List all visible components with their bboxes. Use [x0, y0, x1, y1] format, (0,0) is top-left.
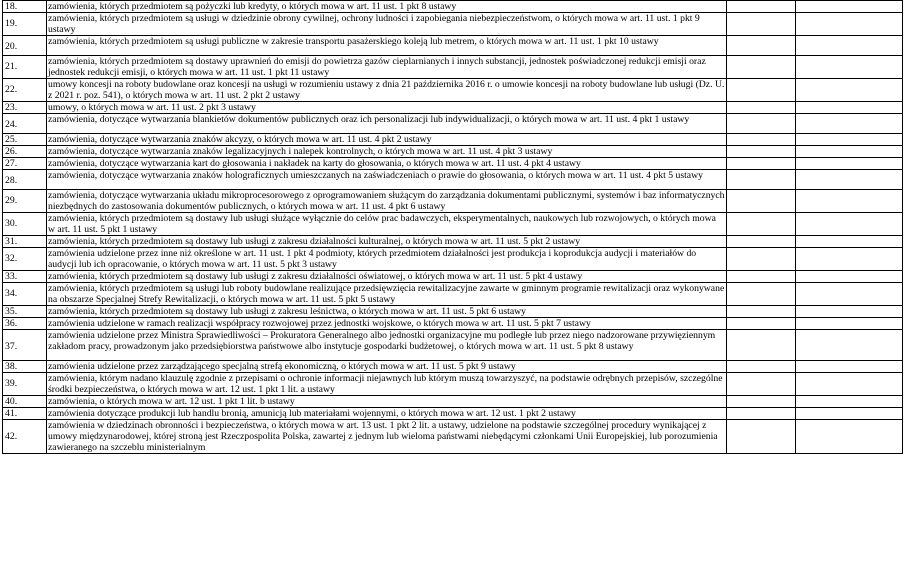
- row-number-cell: [3, 420, 47, 454]
- value-cell-2: [796, 13, 903, 36]
- table-row: [3, 114, 903, 134]
- row-number: 41.: [5, 408, 18, 419]
- value-cell-2: [796, 408, 903, 420]
- table-row: [3, 170, 903, 190]
- row-number-cell: [3, 114, 47, 134]
- table-row: [3, 420, 903, 454]
- row-description: zamówienia udzielone przez inne niż określone w art. 11 ust. 1 pkt 4 podmioty, których przedmiotem działalności jest produkcja i koprodukcja audycji i materiałów do audycji lub ich opracowanie, o których mowa w art. 11 ust. 5 pkt 3 ustawy: [47, 248, 727, 271]
- value-cell-2: [796, 158, 903, 170]
- table-row: [3, 79, 903, 102]
- value-cell-1: [727, 102, 796, 114]
- value-cell-2: [796, 271, 903, 283]
- table-row: [3, 373, 903, 396]
- value-cell-1: [727, 420, 796, 454]
- value-cell-1: [727, 36, 796, 56]
- value-cell-1: [727, 13, 796, 36]
- table-row: [3, 306, 903, 318]
- value-cell-1: [727, 56, 796, 79]
- table-row: [3, 283, 903, 306]
- table-row: [3, 248, 903, 271]
- value-cell-1: [727, 361, 796, 373]
- value-cell-1: [727, 236, 796, 248]
- value-cell-2: [796, 318, 903, 330]
- row-number-cell: [3, 396, 47, 408]
- row-description: zamówienia, których przedmiotem są dostawy lub usługi z zakresu działalności kulturalnej, o których mowa w art. 11 ust. 5 pkt 2 ustawy: [47, 236, 727, 248]
- row-number-cell: [3, 79, 47, 102]
- row-number: 21.: [5, 61, 18, 72]
- value-cell-2: [796, 36, 903, 56]
- row-number: 39.: [5, 378, 18, 389]
- table-row: [3, 396, 903, 408]
- row-number-cell: [3, 1, 47, 13]
- row-description: zamówienia, dotyczące wytwarzania blankietów dokumentów publicznych oraz ich personalizacji lub indywidualizacji, o których mowa w art. 11 ust. 4 pkt 1 ustawy: [47, 114, 727, 134]
- row-number-cell: [3, 13, 47, 36]
- value-cell-1: [727, 318, 796, 330]
- table-row: [3, 330, 903, 361]
- table-row: [3, 361, 903, 373]
- row-description: zamówienia udzielone przez Ministra Sprawiedliwości – Prokuratora Generalnego albo jednostki organizacyjne mu podległe lub przez niego nadzorowane przywięziennym zakładom pracy, prowadzonym jako przedsiębiorstwa państwowe albo instytucje gospodarki budżetowej, o których mowa w art. 11 ust. 5 pkt 8 ustawy: [47, 330, 727, 361]
- value-cell-2: [796, 79, 903, 102]
- value-cell-2: [796, 248, 903, 271]
- row-description: zamówienia, o których mowa w art. 12 ust. 1 pkt 1 lit. b ustawy: [47, 396, 727, 408]
- value-cell-1: [727, 79, 796, 102]
- row-description: zamówienia, których przedmiotem są dostawy uprawnień do emisji do powietrza gazów cieplarnianych i innych substancji, jednostek poświadczonej redukcji emisji oraz jednostek redukcji emisji, o których mowa w art. 11 ust. 1 pkt 11 ustawy: [47, 56, 727, 79]
- row-description: zamówienia, których przedmiotem są dostawy lub usługi z zakresu leśnictwa, o których mowa w art. 11 ust. 5 pkt 6 ustawy: [47, 306, 727, 318]
- table-row: [3, 213, 903, 236]
- value-cell-2: [796, 1, 903, 13]
- row-description: zamówienia dotyczące produkcji lub handlu bronią, amunicją lub materiałami wojennymi, o których mowa w art. 12 ust. 1 pkt 2 ustawy: [47, 408, 727, 420]
- row-number-cell: [3, 248, 47, 271]
- row-number: 37.: [5, 341, 18, 352]
- value-cell-1: [727, 248, 796, 271]
- value-cell-1: [727, 306, 796, 318]
- value-cell-1: [727, 190, 796, 213]
- row-description: zamówienia, dotyczące wytwarzania znaków akcyzy, o których mowa w art. 11 ust. 4 pkt 2 ustawy: [47, 134, 727, 146]
- table-row: [3, 134, 903, 146]
- row-description: zamówienia, dotyczące wytwarzania kart do głosowania i nakładek na karty do głosowania, o których mowa w art. 11 ust. 4 pkt 4 ustawy: [47, 158, 727, 170]
- table-row: [3, 36, 903, 56]
- value-cell-2: [796, 190, 903, 213]
- row-number-cell: [3, 236, 47, 248]
- row-number-cell: [3, 56, 47, 79]
- value-cell-1: [727, 170, 796, 190]
- row-description: zamówienia, dotyczące wytwarzania znaków legalizacyjnych i nalepek kontrolnych, o których mowa w art. 11 ust. 4 pkt 3 ustawy: [47, 146, 727, 158]
- value-cell-1: [727, 146, 796, 158]
- row-description: zamówienia, których przedmiotem są pożyczki lub kredyty, o których mowa w art. 11 ust. 1 pkt 8 ustawy: [47, 1, 727, 13]
- value-cell-1: [727, 396, 796, 408]
- table-body: [3, 1, 903, 454]
- value-cell-1: [727, 158, 796, 170]
- row-number-cell: [3, 283, 47, 306]
- row-number: 27.: [5, 158, 18, 169]
- row-number: 42.: [5, 431, 18, 442]
- table-row: [3, 146, 903, 158]
- value-cell-1: [727, 134, 796, 146]
- row-number: 23.: [5, 102, 18, 113]
- row-number: 19.: [5, 18, 18, 29]
- row-number-cell: [3, 36, 47, 56]
- value-cell-2: [796, 306, 903, 318]
- row-number: 40.: [5, 396, 18, 407]
- table-row: [3, 158, 903, 170]
- row-description: zamówienia, dotyczące wytwarzania układu mikroprocesorowego z oprogramowaniem służącym do zarządzania dokumentami publicznymi, systemów i baz informatycznych niezbędnych do zastosowania dokumentów publicznych, o których mowa w art. 11 ust. 4 pkt 6 ustawy: [48, 190, 725, 212]
- value-cell-2: [796, 361, 903, 373]
- value-cell-2: [796, 373, 903, 396]
- value-cell-1: [727, 408, 796, 420]
- row-number: 36.: [5, 318, 18, 329]
- row-description: zamówienia w dziedzinach obronności i bezpieczeństwa, o których mowa w art. 13 ust. 1 pkt 2 lit. a ustawy, udzielone na podstawie szczególnej procedury wynikającej z umowy międzynarodowej, której stroną jest Rzeczpospolita Polska, zawartej z jednym lub wieloma państwami niebędącymi członkami Unii Europejskiej, lub porozumienia zawieranego na szczeblu ministerialnym: [47, 420, 727, 454]
- value-cell-2: [796, 102, 903, 114]
- value-cell-2: [796, 283, 903, 306]
- row-number: 33.: [5, 271, 18, 282]
- exemptions-table: [2, 0, 903, 454]
- table-row: [3, 102, 903, 114]
- value-cell-2: [796, 56, 903, 79]
- row-number: 28.: [5, 175, 18, 186]
- row-description: zamówienia, których przedmiotem są dostawy lub usługi z zakresu działalności oświatowej, o których mowa w art. 11 ust. 5 pkt 4 ustawy: [47, 271, 727, 283]
- row-number-cell: [3, 373, 47, 396]
- row-number: 30.: [5, 218, 18, 229]
- row-number: 25.: [5, 134, 18, 145]
- row-number: 32.: [5, 253, 18, 264]
- row-description: zamówienia, których przedmiotem są usługi lub roboty budowlane realizujące przedsięwzięcia rewitalizacyjne zawarte w gminnym programie rewitalizacji oraz wykonywane na obszarze Specjalnej Strefy Rewitalizacji, o których mowa w art. 11 ust. 5 pkt 5 ustawy: [47, 283, 727, 306]
- table-row: [3, 56, 903, 79]
- row-number-cell: [3, 158, 47, 170]
- value-cell-1: [727, 330, 796, 361]
- row-number-cell: [3, 361, 47, 373]
- value-cell-2: [796, 236, 903, 248]
- value-cell-1: [727, 1, 796, 13]
- value-cell-2: [796, 396, 903, 408]
- table-row: [3, 271, 903, 283]
- row-number-cell: [3, 271, 47, 283]
- row-number: 18.: [5, 1, 18, 12]
- value-cell-2: [796, 114, 903, 134]
- row-description: zamówienia udzielone przez zarządzającego specjalną strefą ekonomiczną, o których mowa w art. 11 ust. 5 pkt 9 ustawy: [47, 361, 727, 373]
- row-description: umowy, o których mowa w art. 11 ust. 2 pkt 3 ustawy: [47, 102, 727, 114]
- table-row: [3, 190, 903, 213]
- row-number: 38.: [5, 361, 18, 372]
- row-number: 24.: [5, 119, 18, 130]
- value-cell-2: [796, 170, 903, 190]
- table-row: [3, 236, 903, 248]
- value-cell-2: [796, 330, 903, 361]
- value-cell-1: [727, 283, 796, 306]
- value-cell-1: [727, 213, 796, 236]
- row-number-cell: [3, 102, 47, 114]
- row-number-cell: [3, 146, 47, 158]
- row-number-cell: [3, 190, 47, 213]
- value-cell-2: [796, 213, 903, 236]
- row-description: zamówienia, których przedmiotem są usługi w dziedzinie obrony cywilnej, ochrony ludności i zapobiegania niebezpieczeństwom, o których mowa w art. 11 ust. 1 pkt 9 ustawy: [47, 13, 727, 36]
- row-number-cell: [3, 213, 47, 236]
- value-cell-2: [796, 420, 903, 454]
- row-number-cell: [3, 318, 47, 330]
- row-number: 26.: [5, 146, 18, 157]
- row-number-cell: [3, 170, 47, 190]
- row-number-cell: [3, 330, 47, 361]
- row-number: 22.: [5, 84, 18, 95]
- row-description: zamówienia, których przedmiotem są usługi publiczne w zakresie transportu pasażerskiego koleją lub metrem, o których mowa w art. 11 ust. 1 pkt 10 ustawy: [47, 36, 727, 56]
- value-cell-1: [727, 373, 796, 396]
- row-number: 34.: [5, 288, 18, 299]
- row-description: umowy koncesji na roboty budowlane oraz koncesji na usługi w rozumieniu ustawy z dnia 21 października 2016 r. o umowie koncesji na roboty budowlane lub usługi (Dz. U. z 2021 r. poz. 541), o których mowa w art. 11 ust. 2 pkt 2 ustawy: [47, 79, 727, 102]
- row-number-cell: [3, 408, 47, 420]
- row-number: 35.: [5, 306, 18, 317]
- value-cell-1: [727, 114, 796, 134]
- row-description: zamówienia, dotyczące wytwarzania znaków holograficznych umieszczanych na zaświadczeniach o prawie do głosowania, o których mowa w art. 11 ust. 4 pkt 5 ustawy: [47, 170, 727, 190]
- row-number-cell: [3, 306, 47, 318]
- table-row: [3, 13, 903, 36]
- table-row: [3, 1, 903, 13]
- row-description: zamówienia udzielone w ramach realizacji współpracy rozwojowej przez jednostki wojskowe, o których mowa w art. 11 ust. 5 pkt 7 ustawy: [47, 318, 727, 330]
- row-number-cell: [3, 134, 47, 146]
- value-cell-2: [796, 146, 903, 158]
- table-row: [3, 318, 903, 330]
- table-row: [3, 408, 903, 420]
- value-cell-2: [796, 134, 903, 146]
- row-description: zamówienia, którym nadano klauzulę zgodnie z przepisami o ochronie informacji niejawnych lub którym muszą towarzyszyć, na podstawie odrębnych przepisów, szczególne środki bezpieczeństwa, o których mowa w art. 12 ust. 1 pkt 1 lit. a ustawy: [47, 373, 727, 396]
- row-description: zamówienia, których przedmiotem są dostawy lub usługi służące wyłącznie do celów prac badawczych, eksperymentalnych, naukowych lub rozwojowych, o których mowa w art. 11 ust. 5 pkt 1 ustawy: [47, 213, 727, 236]
- row-number: 31.: [5, 236, 18, 247]
- value-cell-1: [727, 271, 796, 283]
- row-number: 29.: [5, 195, 18, 206]
- row-number: 20.: [5, 41, 18, 52]
